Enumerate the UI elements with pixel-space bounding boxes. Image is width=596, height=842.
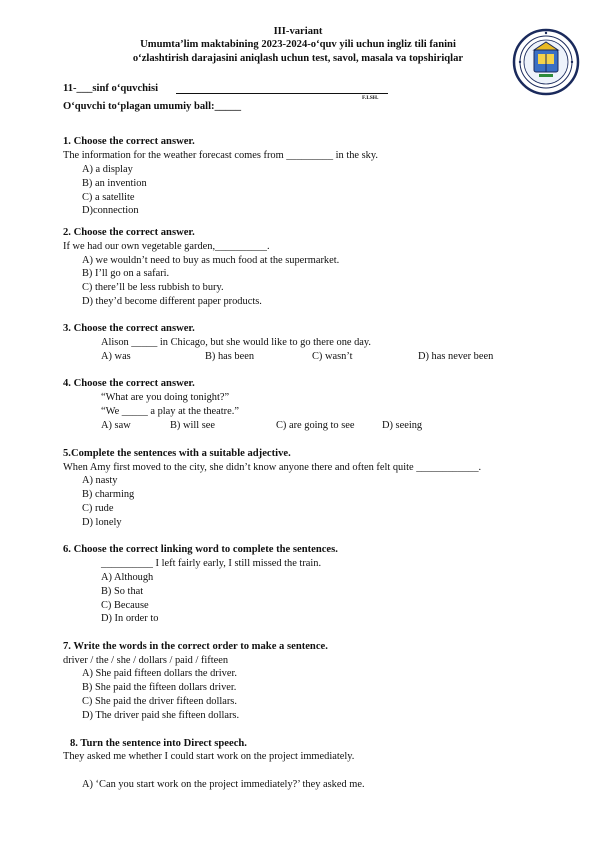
- q7-option-a[interactable]: A) She paid fifteen dollars the driver.: [82, 668, 237, 679]
- q5-heading: 5.Complete the sentences with a suitable adjective.: [63, 448, 291, 459]
- q5-option-b[interactable]: B) charming: [82, 489, 135, 500]
- q2-option-a[interactable]: A) we wouldn’t need to buy as much food at the supermarket.: [82, 255, 340, 266]
- q1-heading: 1. Choose the correct answer.: [63, 136, 195, 147]
- q7-heading: 7. Write the words in the correct order to make a sentence.: [63, 641, 328, 652]
- q8-heading: 8. Turn the sentence into Direct speech.: [70, 738, 247, 749]
- q6-option-a[interactable]: A) Although: [101, 572, 154, 583]
- q1-option-a[interactable]: A) a display: [82, 164, 133, 175]
- q4-line-1: “What are you doing tonight?”: [101, 392, 230, 403]
- variant-title: III-variant: [273, 26, 323, 37]
- q2-option-c[interactable]: C) there’ll be less rubbish to bury.: [82, 282, 224, 293]
- q8-stem: They asked me whether I could start work on the project immediately.: [63, 751, 355, 762]
- q2-stem: If we had our own vegetable garden,__________.: [63, 241, 270, 252]
- q4-heading: 4. Choose the correct answer.: [63, 378, 195, 389]
- header-line-2: o‘zlashtirish darajasini aniqlash uchun test, savol, masala va topshiriqlar: [132, 53, 464, 64]
- q7-option-d[interactable]: D) The driver paid she fifteen dollars.: [82, 710, 240, 721]
- score-label: O‘quvchi to‘plagan umumiy ball:_____: [63, 101, 242, 112]
- q1-option-b[interactable]: B) an invention: [82, 178, 147, 189]
- q7-option-b[interactable]: B) She paid the fifteen dollars driver.: [82, 682, 237, 693]
- q3-stem: Alison _____ in Chicago, but she would like to go there one day.: [101, 337, 372, 348]
- class-label: 11-___sinf o‘quvchisi: [63, 83, 159, 94]
- q3-heading: 3. Choose the correct answer.: [63, 323, 195, 334]
- q4-option-b[interactable]: B) will see: [170, 420, 216, 431]
- q2-option-d[interactable]: D) they’d become different paper products.: [82, 296, 262, 307]
- student-name-field[interactable]: [176, 93, 388, 94]
- q3-option-d[interactable]: D) has never been: [418, 351, 494, 362]
- q6-option-d[interactable]: D) In order to: [101, 613, 159, 624]
- q4-line-2: “We _____ a play at the theatre.”: [101, 406, 239, 417]
- name-caption: F.I.SH.: [362, 95, 379, 101]
- q5-stem: When Amy first moved to the city, she didn’t know anyone there and often felt quite ____________.: [63, 462, 482, 473]
- q5-option-d[interactable]: D) lonely: [82, 517, 122, 528]
- q4-option-d[interactable]: D) seeing: [382, 420, 423, 431]
- q6-heading: 6. Choose the correct linking word to complete the sentences.: [63, 544, 338, 555]
- q7-stem: driver / the / she / dollars / paid / fifteen: [63, 655, 229, 666]
- q3-option-a[interactable]: A) was: [101, 351, 131, 362]
- header-line-1: Umumta’lim maktabining 2023-2024-o‘quv yili uchun ingliz tili fanini: [140, 39, 456, 50]
- q6-stem: __________ I left fairly early, I still missed the train.: [101, 558, 322, 569]
- q1-option-c[interactable]: C) a satellite: [82, 192, 135, 203]
- q6-option-c[interactable]: C) Because: [101, 600, 149, 611]
- q3-option-c[interactable]: C) wasn’t: [312, 351, 353, 362]
- q6-option-b[interactable]: B) So that: [101, 586, 144, 597]
- q5-option-c[interactable]: C) rude: [82, 503, 114, 514]
- q2-heading: 2. Choose the correct answer.: [63, 227, 195, 238]
- q2-option-b[interactable]: B) I’ll go on a safari.: [82, 268, 170, 279]
- q3-option-b[interactable]: B) has been: [205, 351, 255, 362]
- q5-option-a[interactable]: A) nasty: [82, 475, 118, 486]
- q8-option-a[interactable]: A) ‘Can you start work on the project immediately?’ they asked me.: [82, 779, 365, 790]
- q1-option-d[interactable]: D)connection: [82, 205, 139, 216]
- q1-stem: The information for the weather forecast comes from _________ in the sky.: [63, 150, 378, 161]
- q7-option-c[interactable]: C) She paid the driver fifteen dollars.: [82, 696, 237, 707]
- q4-option-c[interactable]: C) are going to see: [276, 420, 355, 431]
- q4-option-a[interactable]: A) saw: [101, 420, 131, 431]
